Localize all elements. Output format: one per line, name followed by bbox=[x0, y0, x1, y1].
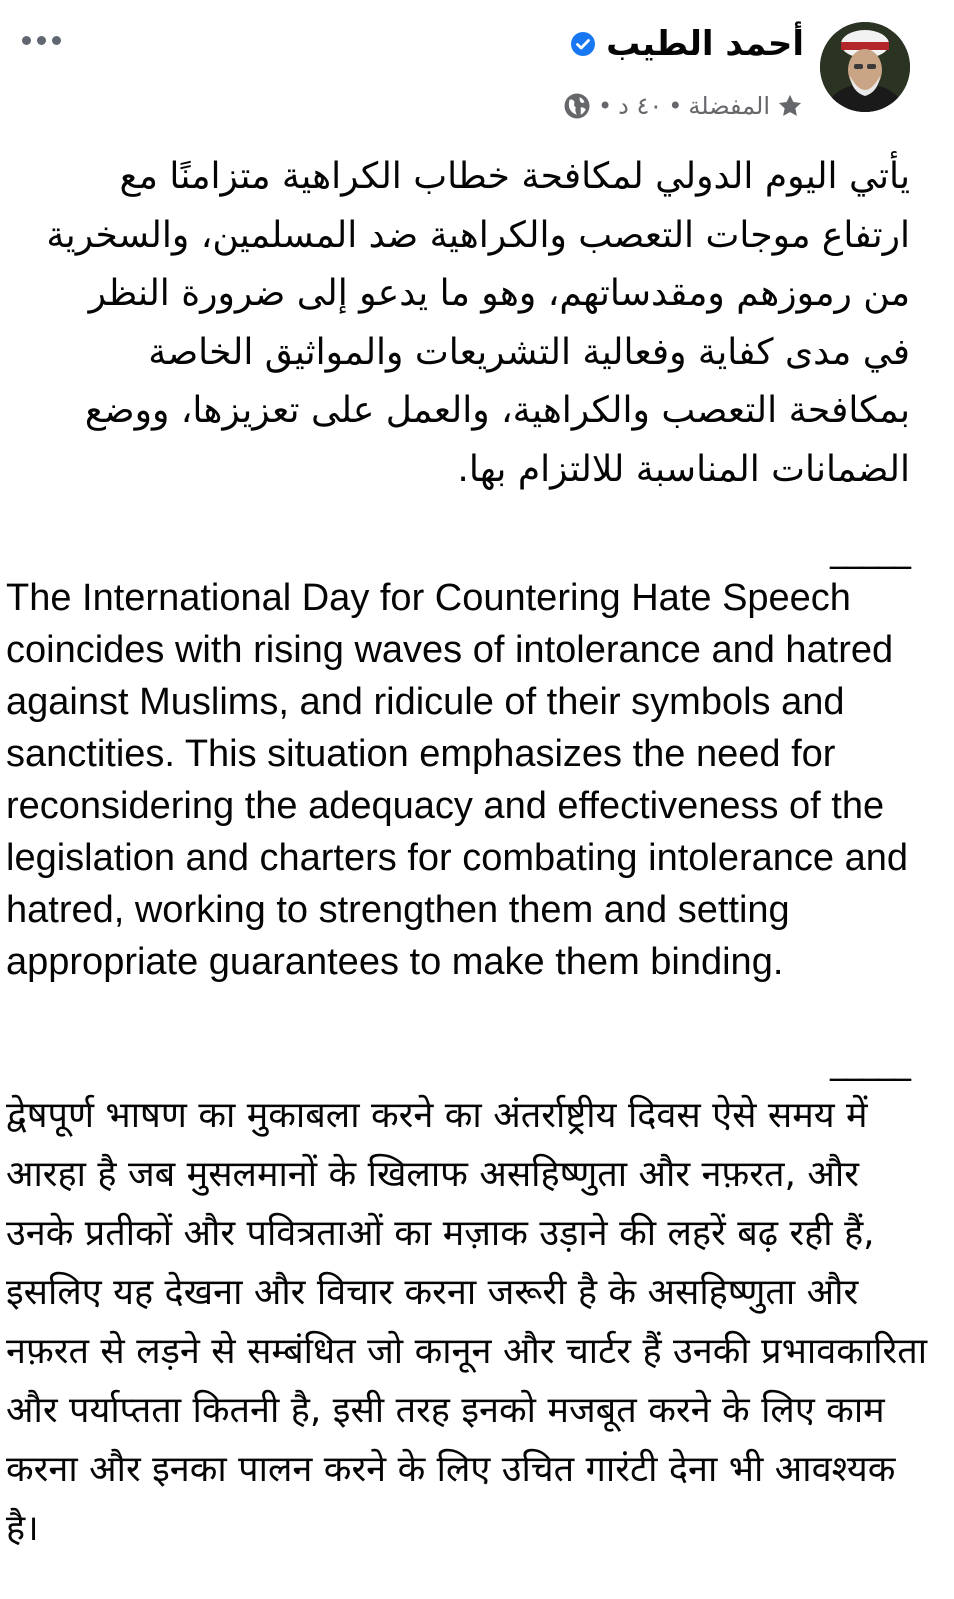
author-row bbox=[570, 22, 804, 66]
verified-badge-icon bbox=[570, 31, 596, 57]
avatar-portrait bbox=[820, 22, 910, 112]
more-dot bbox=[22, 36, 31, 45]
post-time[interactable]: ٤٠ د bbox=[618, 92, 663, 120]
post-meta bbox=[562, 88, 804, 124]
text-divider: _____ bbox=[830, 1042, 910, 1082]
text-divider: _____ bbox=[830, 530, 910, 570]
audience-label[interactable]: المفضلة bbox=[688, 92, 770, 120]
more-dot bbox=[52, 36, 61, 45]
post-text-hindi: द्वेषपूर्ण भाषण का मुकाबला करने का अंतर्राष्ट्रीय दिवस ऐसे समय में आरहा है जब मुसलमानों के खिलाफ असहिष्णुता और नफ़रत, और उनके प्रतीकों और पवित्रताओं का मज़ाक उड़ाने की लहरें बढ़ रही हैं, इसलिए यह देखना और विचार करना जरूरी है के असहिष्णुता और नफ़रत से लड़ने से सम्बंधित जो कानून और चार्टर हैं उनकी प्रभावकारिता और पर्याप्तता कितनी है, इसी तरह इनको मजबूत करने के लिए काम करना और इनका पालन करने के लिए उचित गारंटी देना भी आवश्यक है। bbox=[6, 1095, 928, 1549]
meta-separator: • bbox=[668, 92, 683, 120]
globe-icon[interactable] bbox=[562, 91, 592, 121]
more-options-button[interactable] bbox=[14, 20, 68, 60]
post-text-english: The International Day for Countering Hate Speech coincides with rising waves of intolerance and hatred against Muslims, and ridicule of their symbols and sanctities. This situation emphasizes the need for reconsidering the adequacy and effectiveness of the legislation and charters for combating intolerance and hatred, working to strengthen them and setting appropriate guarantees to make them binding. bbox=[6, 577, 908, 983]
post-header bbox=[0, 0, 954, 140]
star-icon bbox=[776, 92, 804, 120]
author-avatar[interactable] bbox=[820, 22, 910, 112]
meta-separator: • bbox=[597, 92, 613, 120]
author-name[interactable]: أحمد الطيب bbox=[606, 24, 804, 64]
more-dot bbox=[37, 36, 46, 45]
post-text-arabic: يأتي اليوم الدولي لمكافحة خطاب الكراهية متزامنًا مع ارتفاع موجات التعصب والكراهية ضد المسلمين، والسخرية من رموزهم ومقدساتهم، وهو ما يدعو إلى ضرورة النظر في مدى كفاية وفعالية التشريعات والمواثيق الخاصة بمكافحة التعصب والكراهية، والعمل على تعزيزها، ووضع الضمانات المناسبة للالتزام بها. bbox=[46, 156, 910, 490]
